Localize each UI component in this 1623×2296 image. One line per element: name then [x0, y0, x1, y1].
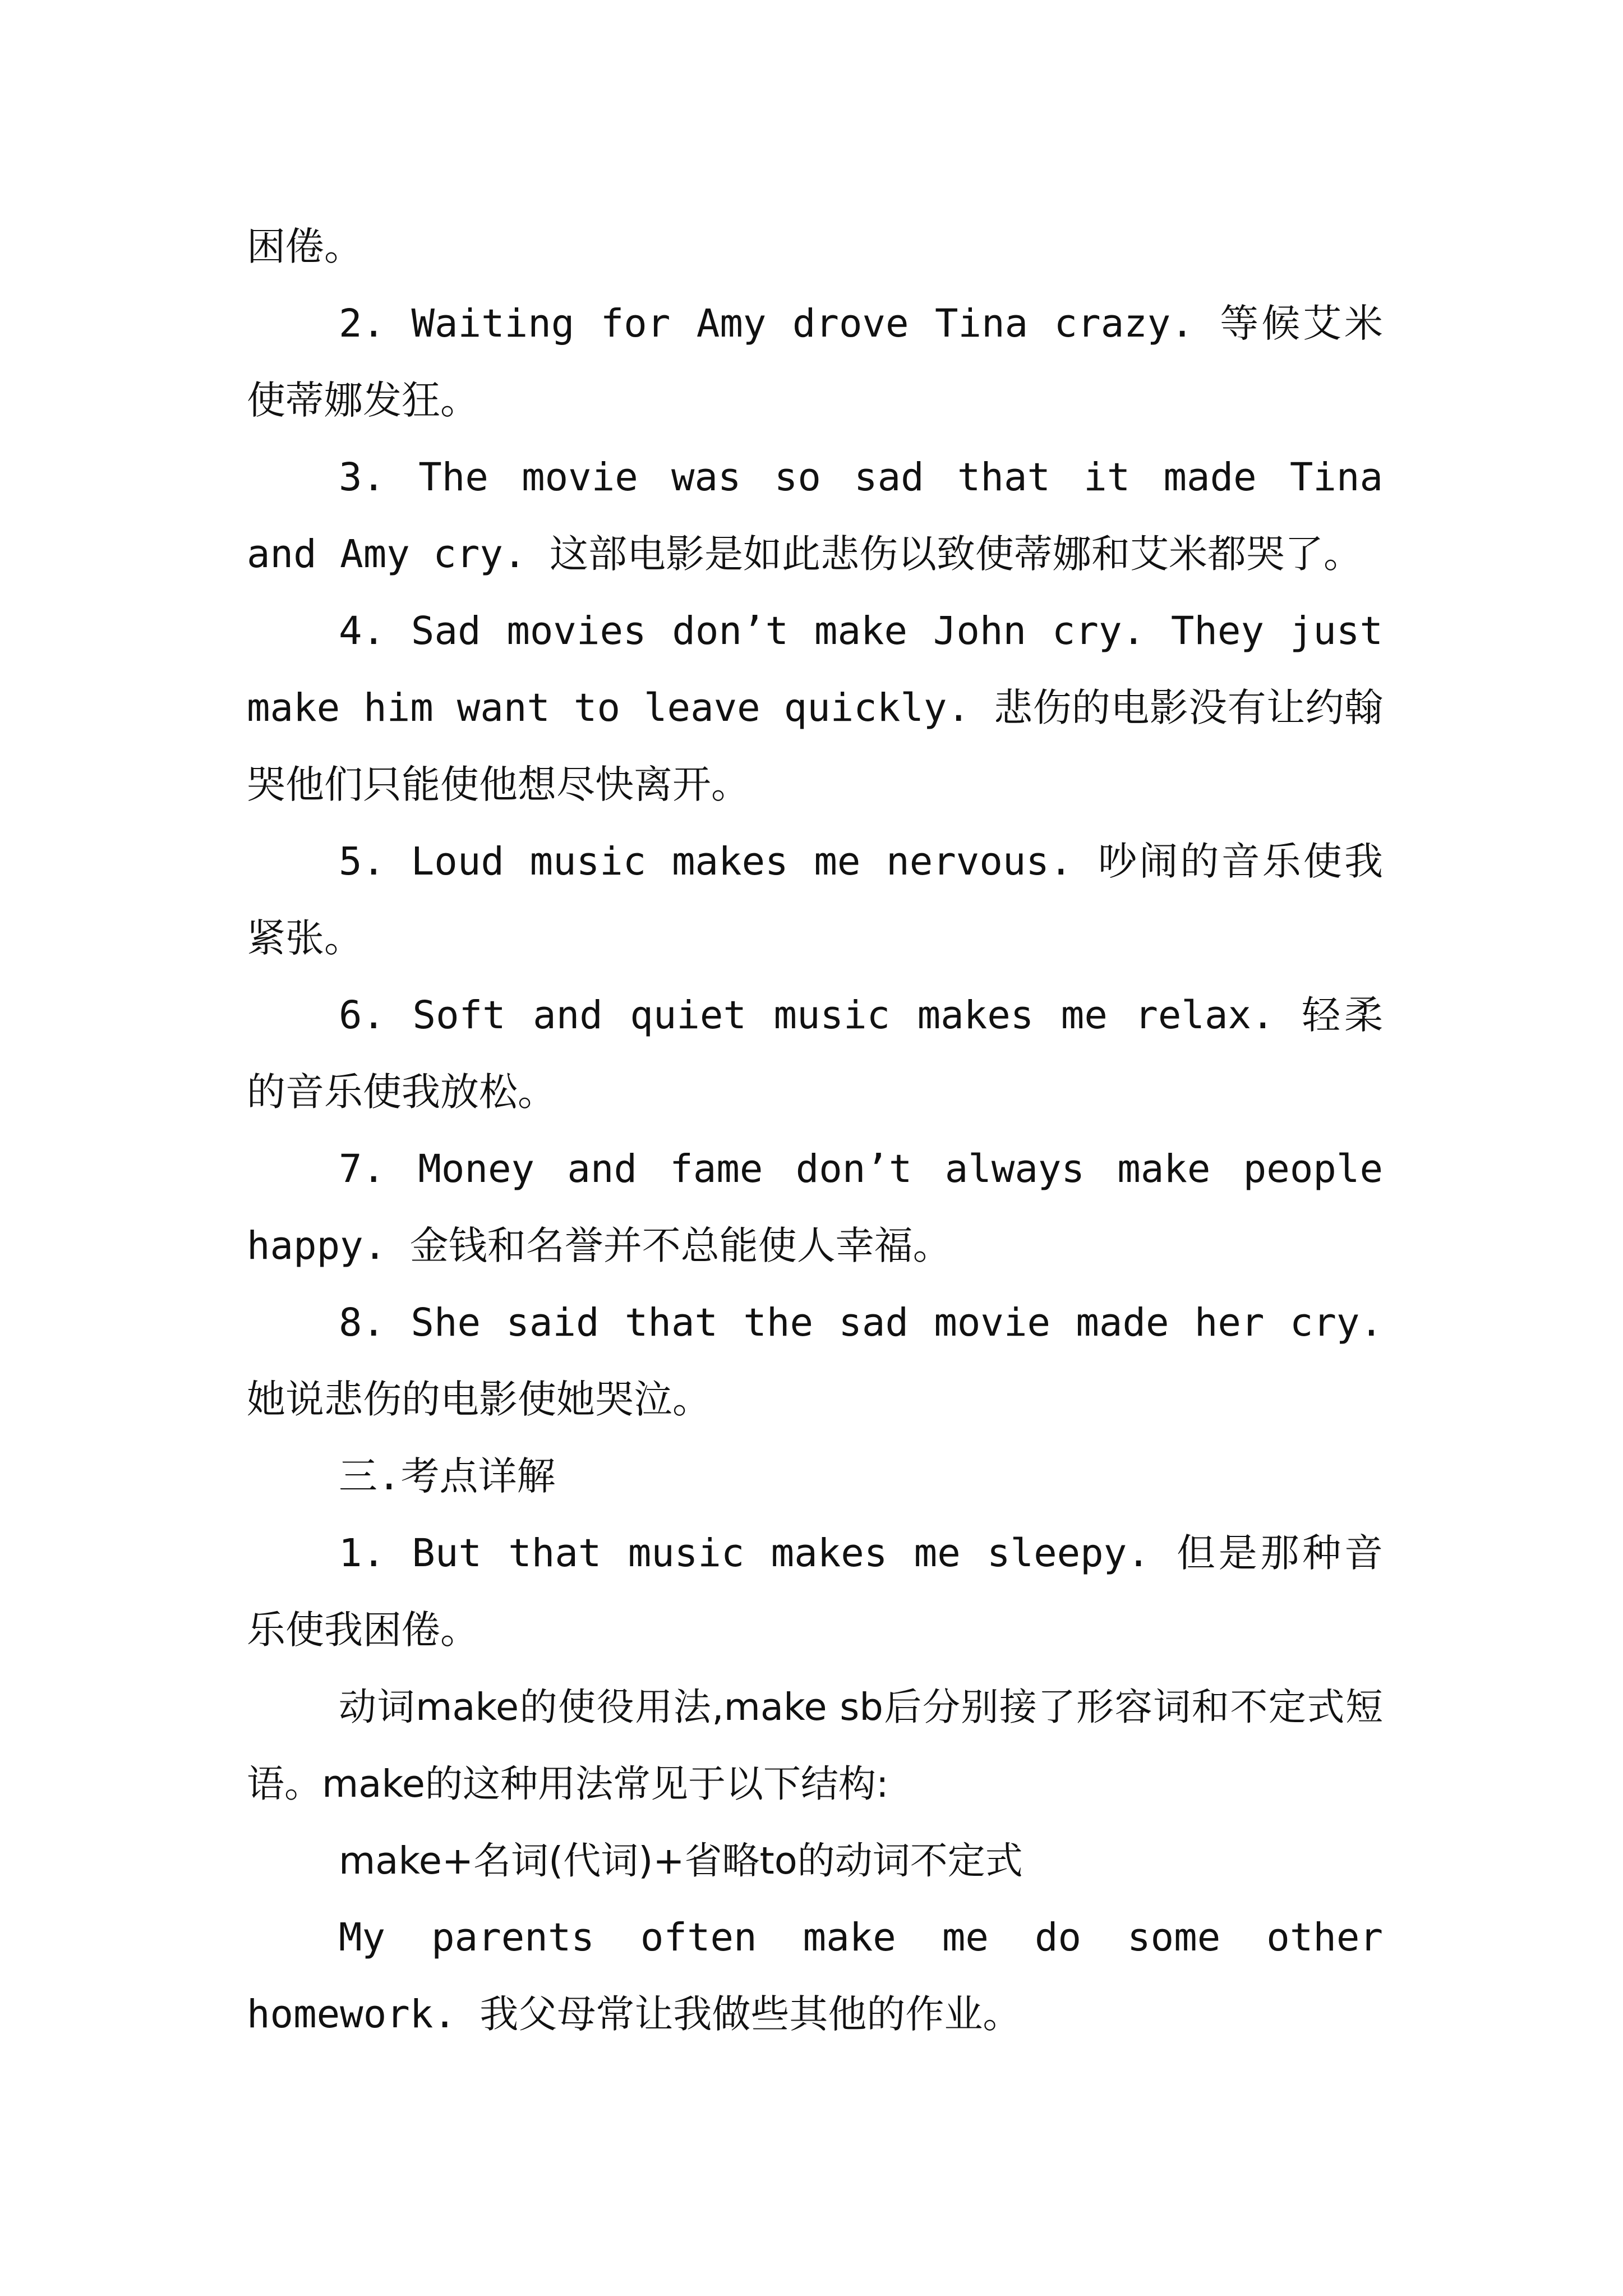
continued-line: 困倦。: [247, 224, 363, 269]
example-sentence-4: 4. Sad movies don’t make John cry. They just make him want to leave quickly. 悲伤的电影没有让约翰哭他们只能使他想尽快离开。: [247, 609, 1383, 807]
section-heading: 三.考点详解: [339, 1454, 556, 1499]
grammar-explanation: 动词make的使役用法,make sb后分别接了形容词和不定式短语。make的这种用法常见于以下结构:: [247, 1685, 1383, 1806]
grammar-structure: make+名词(代词)+省略to的动词不定式: [339, 1839, 1023, 1883]
document-body: [247, 209, 1383, 2053]
example-sentence-8: 8. She said that the sad movie made her cry. 她说悲伤的电影使她哭泣。: [247, 1300, 1383, 1422]
usage-example: My parents often make me do some other homework. 我父母常让我做些其他的作业。: [247, 1915, 1383, 2037]
key-point-1: 1. But that music makes me sleepy. 但是那种音乐使我困倦。: [247, 1531, 1383, 1653]
example-sentence-6: 6. Soft and quiet music makes me relax. 轻柔的音乐使我放松。: [247, 993, 1383, 1115]
example-sentence-7: 7. Money and fame don’t always make people happy. 金钱和名誉并不总能使人幸福。: [247, 1147, 1383, 1268]
example-sentence-5: 5. Loud music makes me nervous. 吵闹的音乐使我紧张。: [247, 839, 1383, 961]
example-sentence-2: 2. Waiting for Amy drove Tina crazy. 等候艾米使蒂娜发狂。: [247, 301, 1383, 423]
example-sentence-3: 3. The movie was so sad that it made Tina and Amy cry. 这部电影是如此悲伤以致使蒂娜和艾米都哭了。: [247, 455, 1383, 577]
